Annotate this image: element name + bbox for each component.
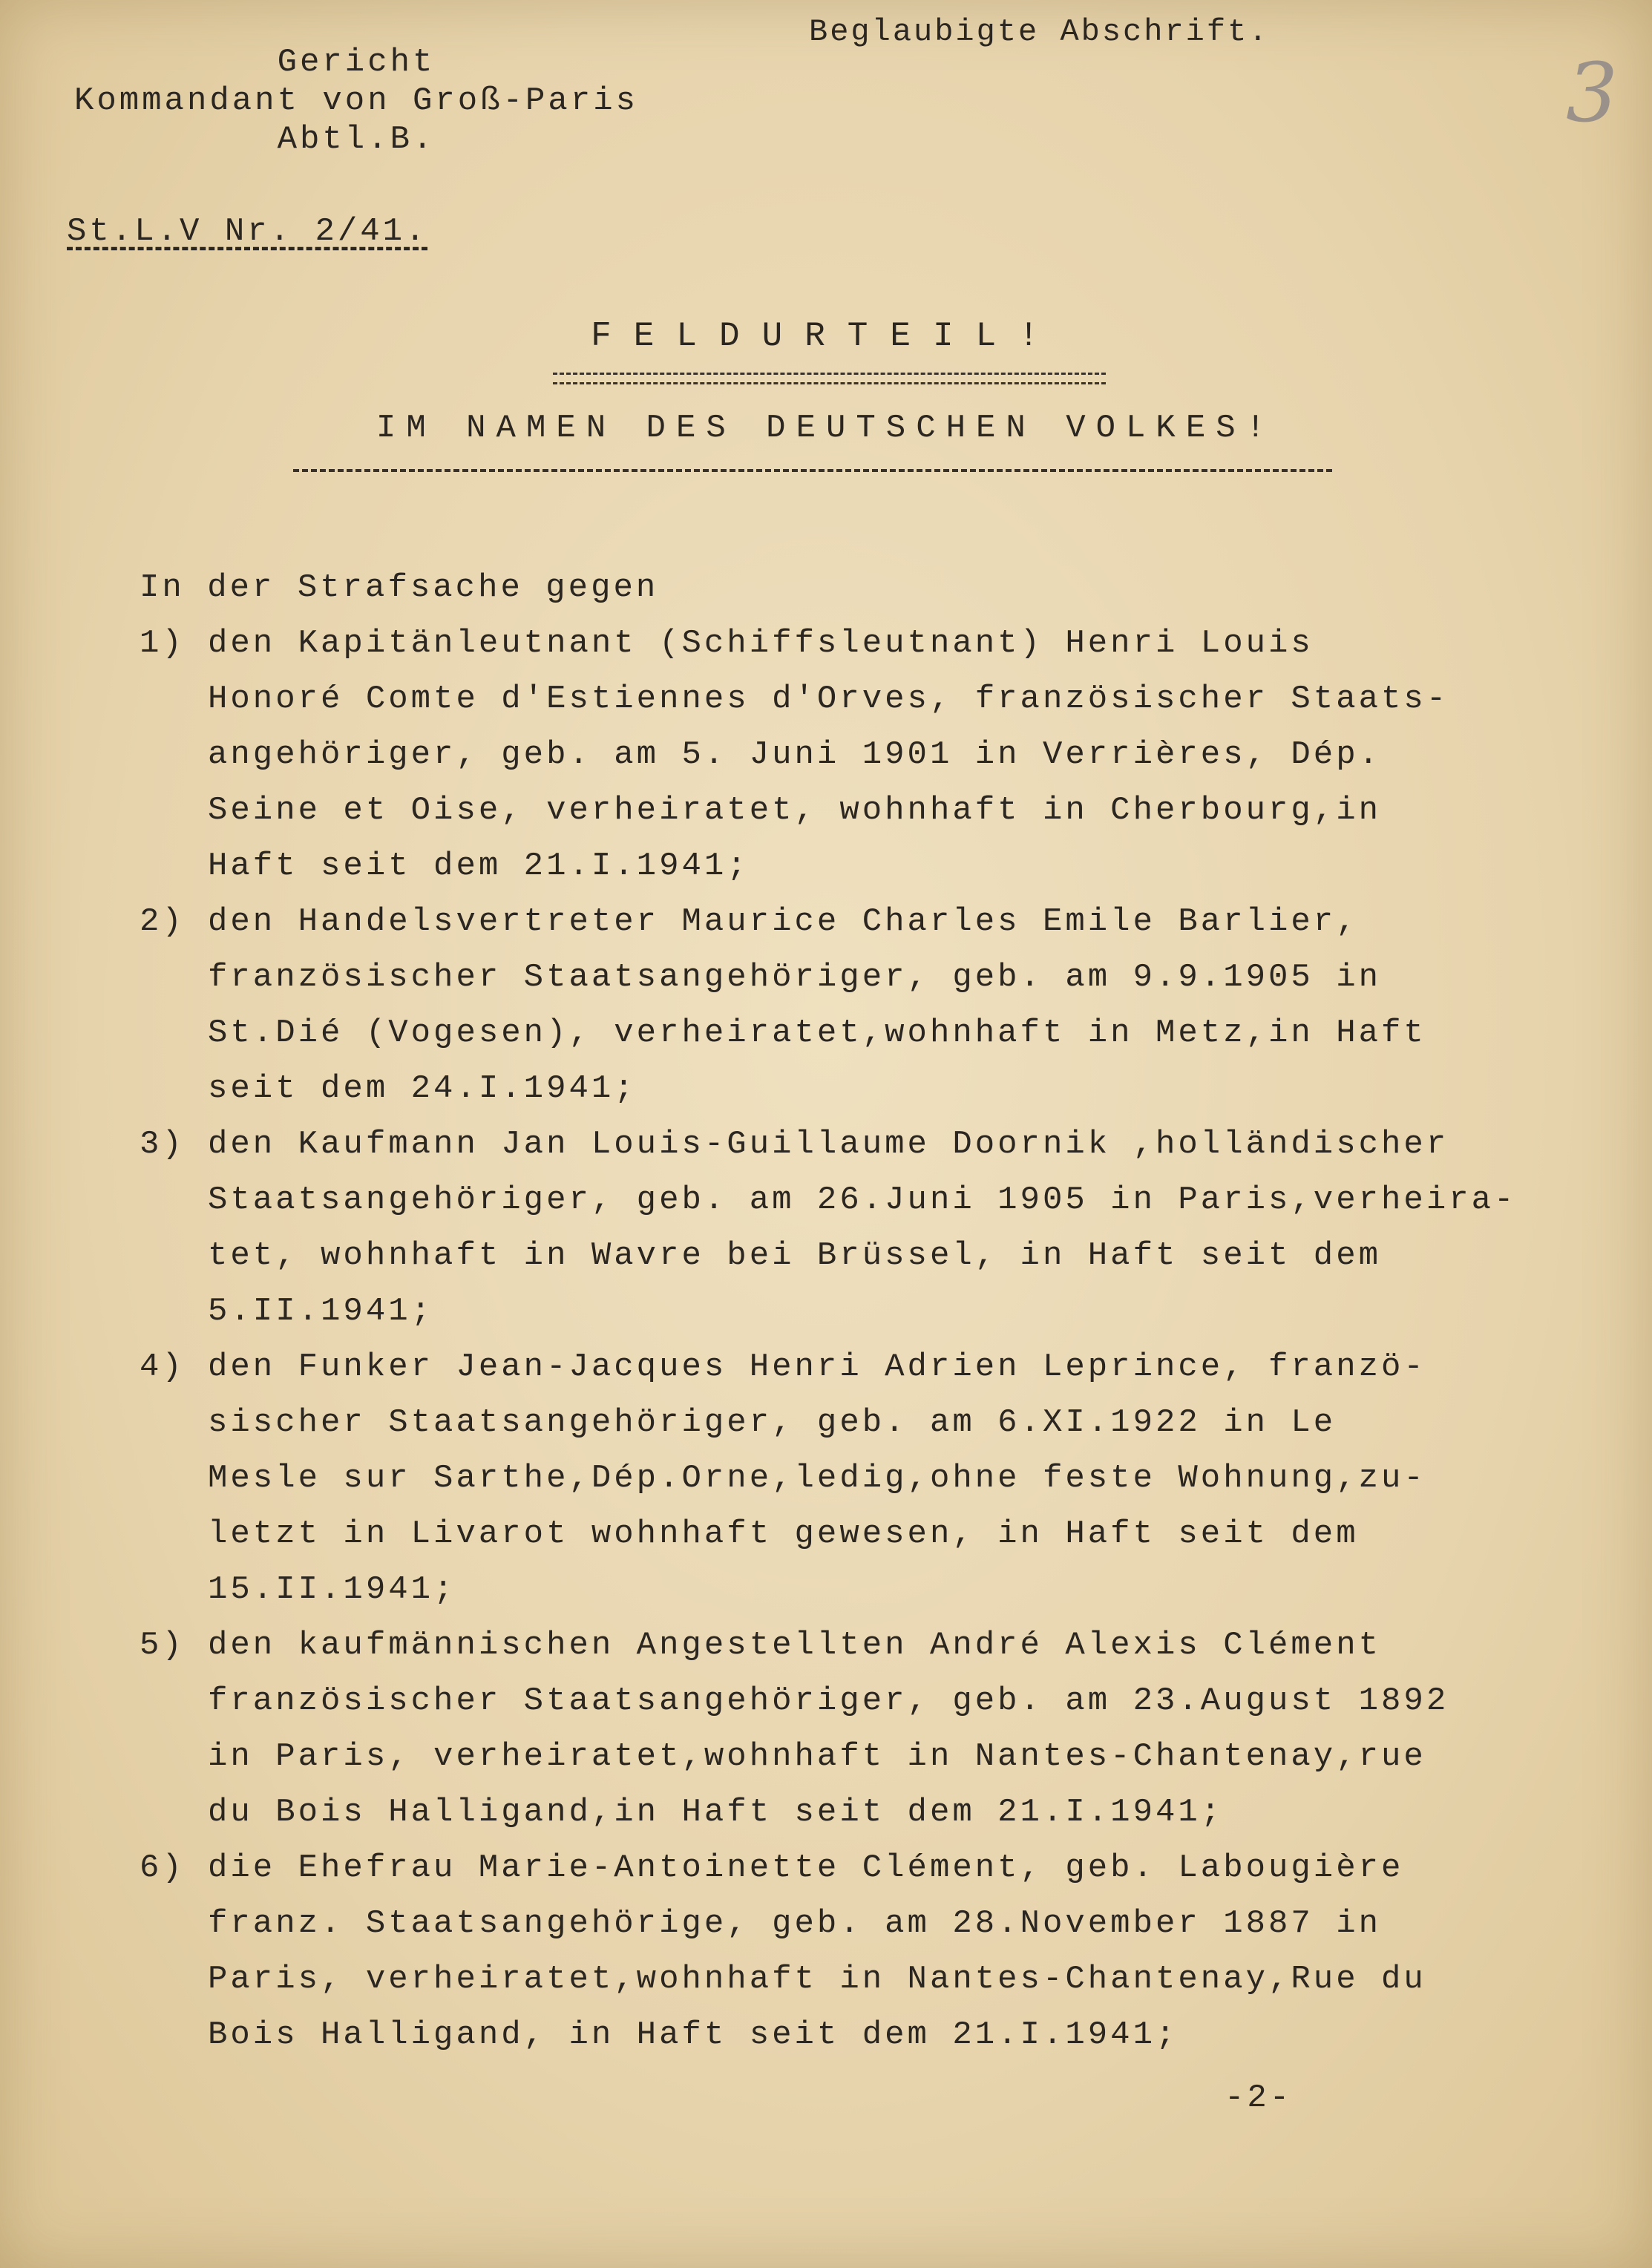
handwritten-folio-number: 3 [1566, 45, 1618, 140]
defendant-2-line: seit dem 24.I.1941; [208, 1070, 637, 1107]
defendant-6-number: 6) [140, 1849, 185, 1887]
defendant-4-line: letzt in Livarot wohnhaft gewesen, in Haft seit dem [208, 1515, 1359, 1553]
issuer-department: Abtl.B. [277, 121, 436, 158]
defendant-1-line: Seine et Oise, verheiratet, wohnhaft in Cherbourg,in [208, 792, 1382, 829]
defendant-6-line: Paris, verheiratet,wohnhaft in Nantes-Chantenay,Rue du [208, 1961, 1426, 1998]
defendant-4-number: 4) [140, 1348, 185, 1386]
defendant-1-line: Haft seit dem 21.I.1941; [208, 848, 750, 885]
defendant-1-line: angehöriger, geb. am 5. Juni 1901 in Verrières, Dép. [208, 736, 1382, 773]
defendant-5-number: 5) [140, 1627, 185, 1664]
page-number: -2- [1225, 2079, 1293, 2117]
defendant-2-line: den Handelsvertreter Maurice Charles Emile Barlier, [208, 903, 1359, 940]
defendant-2-line: französischer Staatsangehöriger, geb. am 9.9.1905 in [208, 959, 1382, 996]
defendant-1-line: den Kapitänleutnant (Schiffsleutnant) Henri Louis [208, 625, 1314, 662]
issuer-commandant: Kommandant von Groß-Paris [73, 82, 639, 119]
case-intro: In der Strafsache gegen [140, 569, 659, 606]
issuer-court: Gericht [277, 44, 436, 81]
file-reference: St.L.V Nr. 2/41. [67, 213, 428, 250]
title-double-rule [553, 373, 1106, 384]
defendant-3-number: 3) [140, 1126, 185, 1163]
certified-copy-note: Beglaubigte Abschrift. [809, 14, 1270, 50]
defendant-4-line: den Funker Jean-Jacques Henri Adrien Leprince, franzö- [208, 1348, 1426, 1386]
defendant-4-line: Mesle sur Sarthe,Dép.Orne,ledig,ohne feste Wohnung,zu- [208, 1460, 1426, 1497]
defendant-5-line: den kaufmännischen Angestellten André Alexis Clément [208, 1627, 1382, 1664]
defendant-5-line: in Paris, verheiratet,wohnhaft in Nantes-Chantenay,rue [208, 1738, 1426, 1775]
defendant-2-line: St.Dié (Vogesen), verheiratet,wohnhaft in Metz,in Haft [208, 1015, 1426, 1052]
defendant-5-line: du Bois Halligand,in Haft seit dem 21.I.1941; [208, 1794, 1224, 1831]
defendant-4-line: 15.II.1941; [208, 1571, 456, 1608]
defendant-3-line: Staatsangehöriger, geb. am 26.Juni 1905 in Paris,verheira- [208, 1181, 1517, 1219]
defendant-6-line: die Ehefrau Marie-Antoinette Clément, geb. Labougière [208, 1849, 1404, 1887]
in-the-name-heading: IM NAMEN DES DEUTSCHEN VOLKES! [376, 410, 1276, 447]
defendant-1-line: Honoré Comte d'Estiennes d'Orves, französischer Staats- [208, 681, 1449, 718]
verdict-title: FELDURTEIL! [591, 317, 1061, 355]
defendant-5-line: französischer Staatsangehöriger, geb. am 23.August 1892 [208, 1682, 1449, 1720]
heading-underline [293, 469, 1332, 472]
defendant-1-number: 1) [140, 625, 185, 662]
defendant-3-line: tet, wohnhaft in Wavre bei Brüssel, in Haft seit dem [208, 1237, 1382, 1274]
defendant-2-number: 2) [140, 903, 185, 940]
defendant-4-line: sischer Staatsangehöriger, geb. am 6.XI.1922 in Le [208, 1404, 1337, 1441]
defendant-6-line: Bois Halligand, in Haft seit dem 21.I.1941; [208, 2016, 1179, 2054]
defendant-3-line: 5.II.1941; [208, 1293, 434, 1330]
defendant-6-line: franz. Staatsangehörige, geb. am 28.November 1887 in [208, 1905, 1382, 1942]
defendant-3-line: den Kaufmann Jan Louis-Guillaume Doornik ,holländischer [208, 1126, 1449, 1163]
